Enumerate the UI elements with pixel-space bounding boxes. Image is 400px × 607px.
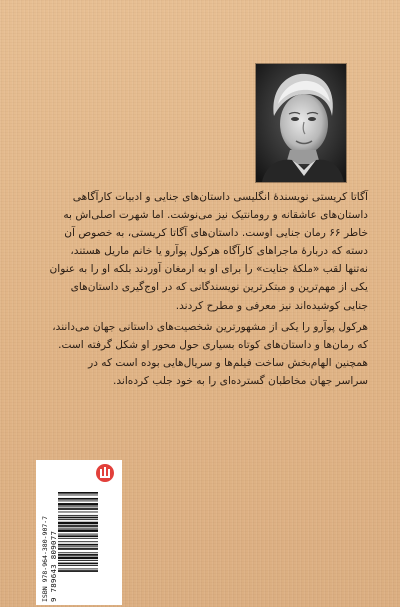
text-line: جنایی کوشیده‌اند نیز معرفی و مطرح کردند. — [175, 299, 368, 312]
barcode-bar — [58, 534, 98, 535]
barcode-bar — [58, 506, 98, 507]
barcode-bar — [58, 529, 98, 532]
text-line: نه‌تنها لقب «ملکۀ جنایت» را برای او به ارمغان آوردند بلکه او را به عنوان — [49, 263, 368, 276]
barcode-bar — [58, 565, 98, 566]
ean-digits: 9 789643 809077 — [49, 530, 58, 602]
barcode-bars — [58, 490, 98, 602]
barcode-bar — [58, 541, 98, 542]
barcode-bar — [58, 546, 98, 547]
description-paragraph-2 — [40, 318, 368, 390]
barcode-bar — [58, 552, 98, 553]
barcode-bar — [58, 569, 98, 570]
text-line: هرکول پوآرو را یکی از مشهورترین شخصیت‌های داستانی جهان می‌دانند، — [52, 321, 368, 333]
text-line: خاطر ۶۶ رمان جنایی اوست. داستان‌های آگاتا کریستی، به خصوص آن — [64, 227, 368, 240]
barcode-bar — [58, 522, 98, 525]
text-line: آگاتا کریستی نویسندۀ انگلیسی داستان‌های جنایی و ادبیات کارآگاهی — [72, 191, 368, 203]
barcode-bar — [58, 501, 98, 502]
barcode-bar — [58, 554, 98, 556]
description-paragraph-1 — [40, 188, 368, 315]
isbn-number: ISBN 978-964-380-907-7 — [41, 515, 49, 602]
barcode-bar — [58, 535, 98, 537]
barcode-bar — [58, 498, 98, 500]
author-portrait-icon — [256, 64, 346, 182]
barcode-bar — [58, 515, 98, 516]
barcode-bar — [58, 538, 98, 539]
barcode-box — [36, 460, 122, 605]
barcode-bar — [58, 525, 98, 527]
text-line: دسته که دربارۀ ماجراهای کارآگاه هرکول پوآرو یا خانم ماریل هستند، — [70, 245, 368, 258]
author-photo — [256, 64, 346, 182]
barcode-bar — [58, 512, 98, 513]
barcode-caption — [40, 490, 56, 602]
barcode-bar — [58, 544, 98, 546]
text-line: داستان‌های عاشقانه و رومانتیک نیز می‌نوشت. اما شهرت اصلی‌اش به — [63, 209, 368, 222]
barcode-bar — [58, 508, 98, 510]
text-line: سراسر جهان مخاطبان گسترده‌ای را به خود جلب کرده‌اند. — [112, 375, 368, 388]
barcode-bar — [58, 519, 98, 520]
text-line: که رمان‌ها و داستان‌های کوتاه بسیاری حول محور او شکل گرفته است. — [58, 339, 368, 352]
barcode-bar — [58, 528, 98, 529]
publisher-logo-icon — [96, 464, 114, 482]
barcode-bar — [58, 570, 98, 572]
barcode-bar — [58, 517, 98, 519]
barcode-bar — [58, 563, 98, 565]
barcode-bar — [58, 560, 98, 561]
barcode-bar — [58, 495, 98, 496]
barcode-bar — [58, 548, 98, 550]
text-line: همچنین الهام‌بخش ساخت فیلم‌ها و سریال‌هایی بوده است که در — [88, 357, 368, 370]
barcode-bar — [58, 503, 98, 506]
barcode-bar — [58, 557, 98, 560]
barcode-bar — [58, 492, 98, 494]
text-line: یکی از مهم‌ترین و مبتکرترین نویسندگانی که در اوج‌گیری داستان‌های — [70, 281, 368, 294]
